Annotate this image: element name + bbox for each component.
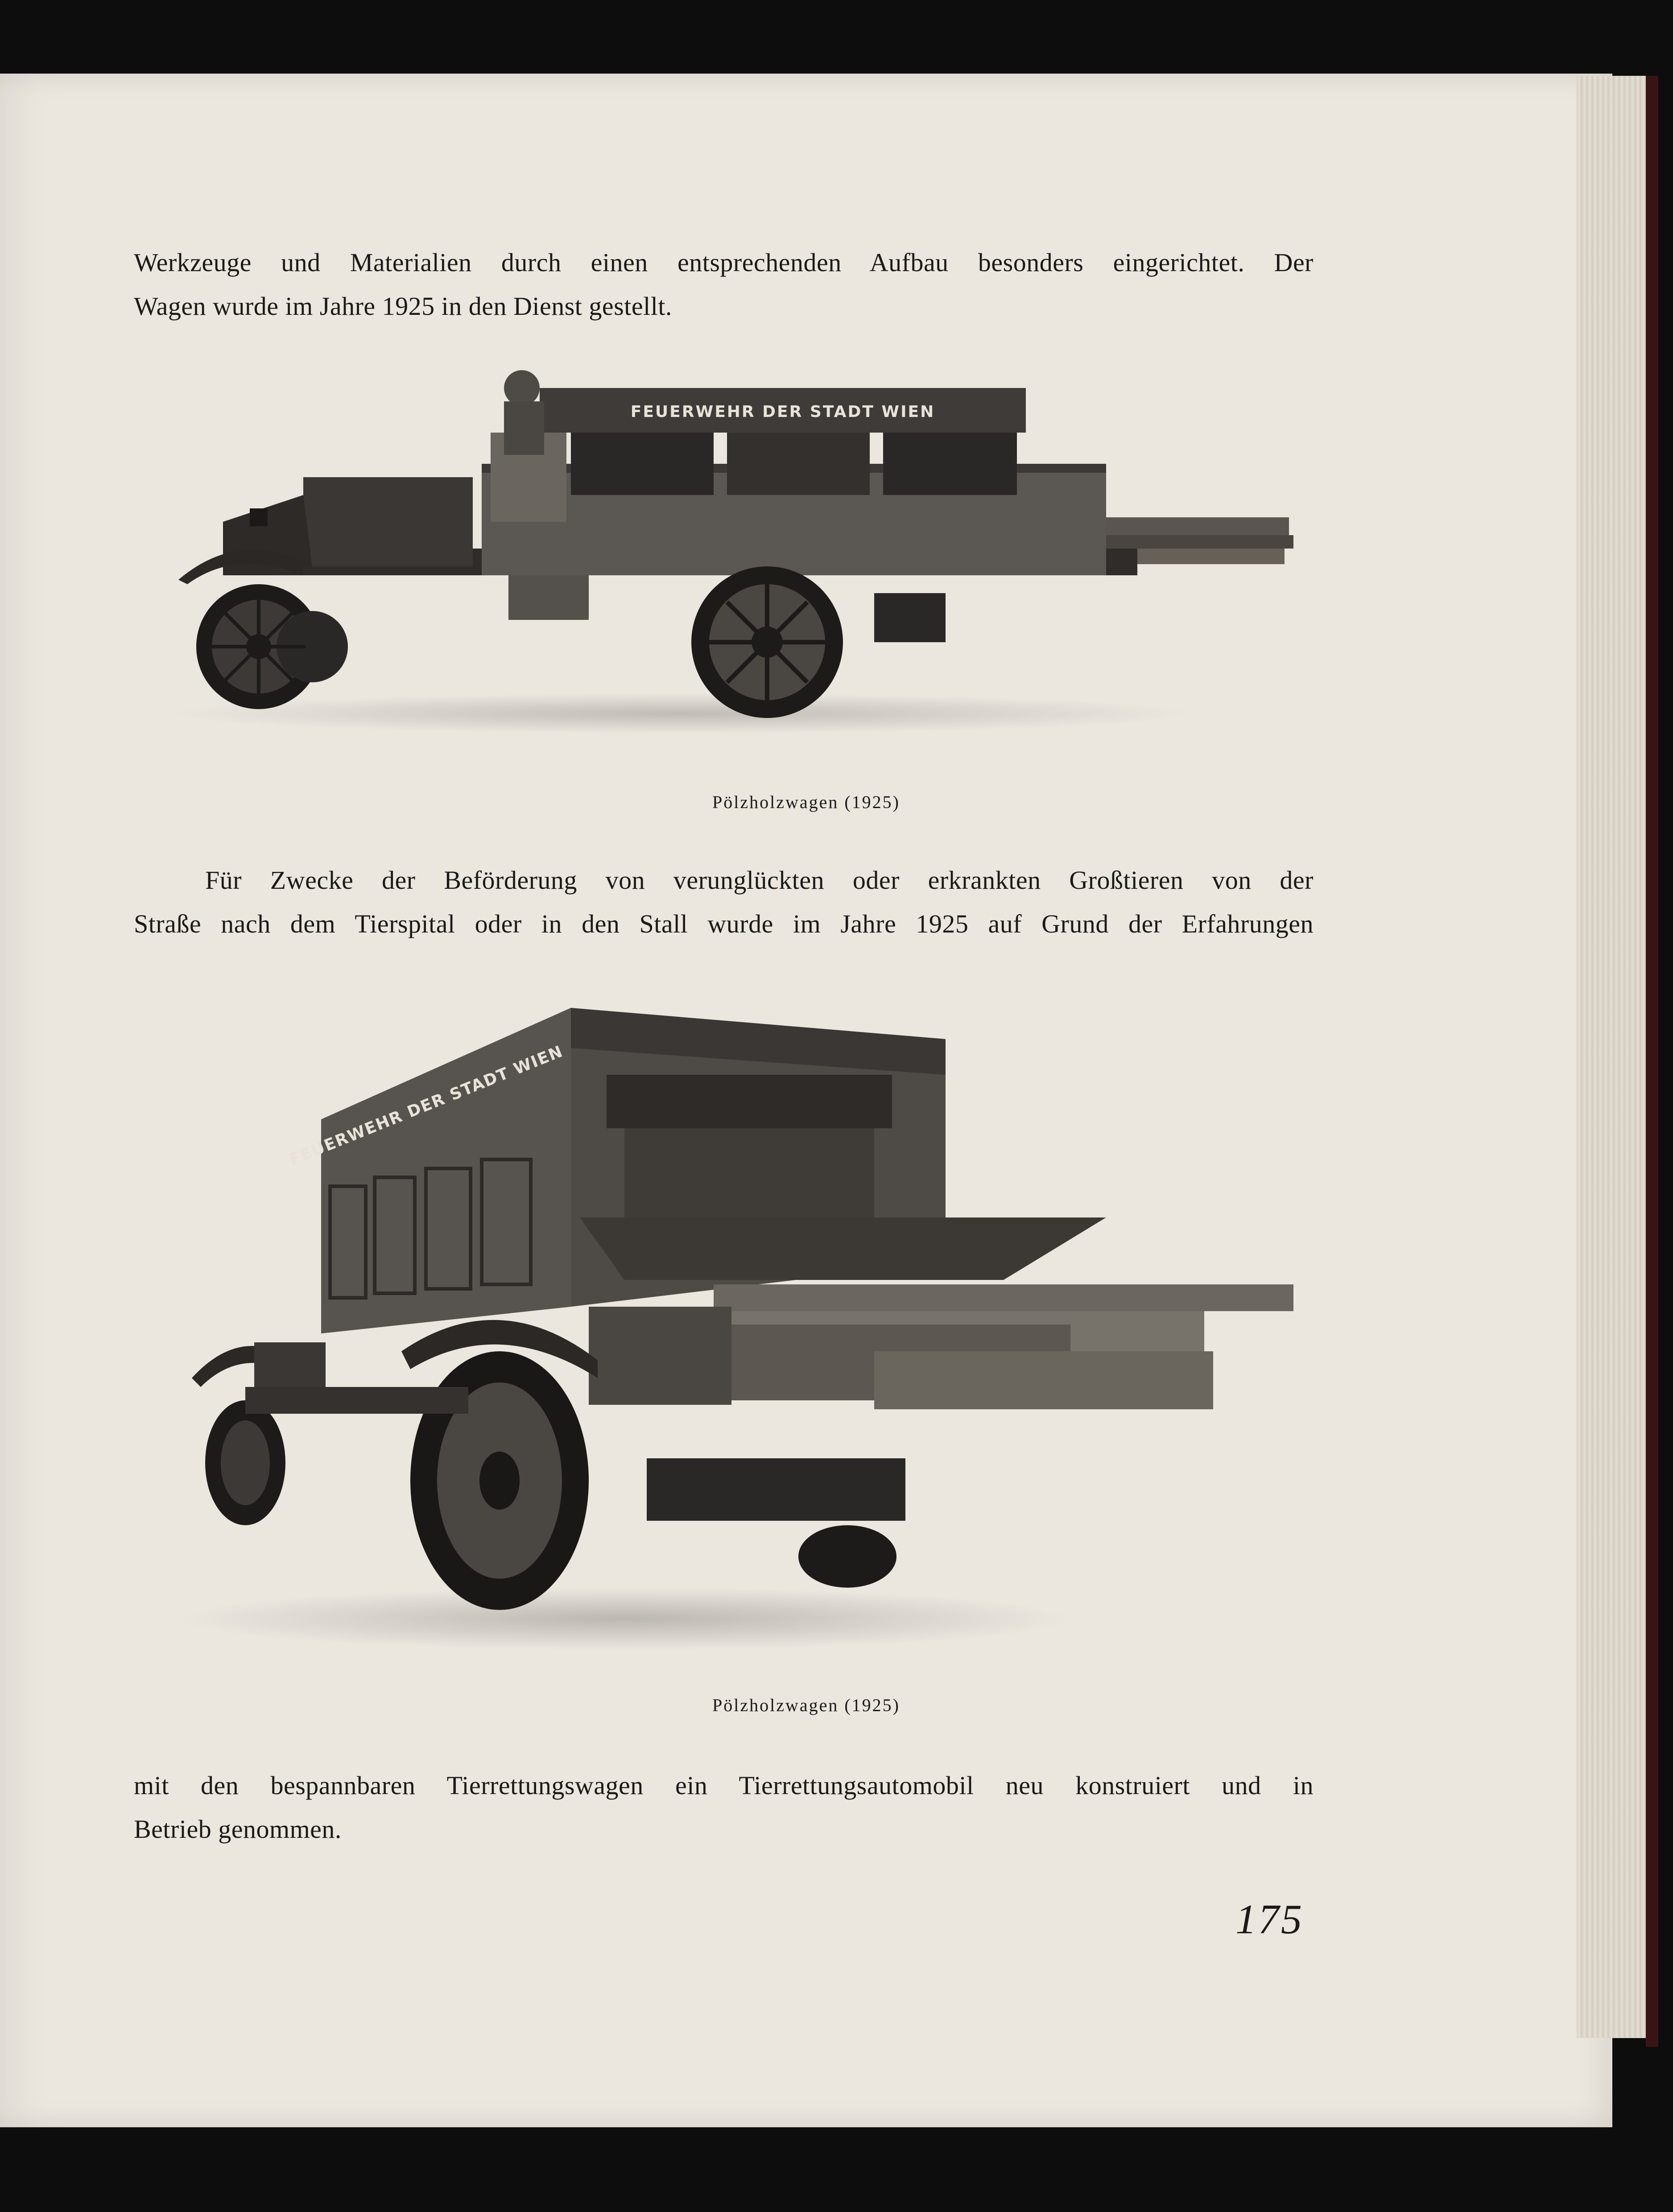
paragraph-2 [134, 858, 1314, 946]
figure-1-sign-text: FEUERWEHR DER STADT WIEN [630, 403, 935, 421]
paragraph-3-line-1: mit den bespannbaren Tierrettungswagen ein Tierrettungsautomobil neu konstruiert und in [134, 1771, 1314, 1800]
paragraph-1-line-1: Werkzeuge und Materialien durch einen entsprechenden Aufbau besonders eingerichtet. Der [134, 248, 1314, 277]
book-cover-edge [1646, 76, 1658, 2047]
page-edges [1577, 76, 1651, 2038]
paragraph-3-line-2: Betrieb genommen. [134, 1815, 342, 1844]
paragraph-3 [134, 1764, 1314, 1851]
figure-1-photo [169, 361, 1316, 740]
paragraph-2-line-1: Für Zwecke der Beförderung von verunglückten oder erkrankten Großtieren von der [205, 866, 1314, 895]
figure-1-caption: Pölzholzwagen (1925) [712, 792, 900, 812]
figure-2-caption: Pölzholzwagen (1925) [712, 1695, 900, 1715]
paragraph-1-line-2: Wagen wurde im Jahre 1925 in den Dienst gestellt. [134, 292, 672, 321]
paragraph-1 [134, 241, 1314, 328]
paragraph-2-line-2: Straße nach dem Tierspital oder in den Stall wurde im Jahre 1925 auf Grund der Erfahrungen [134, 909, 1314, 938]
figure-2-sign-text: FEUERWEHR DER STADT WIEN [286, 1042, 566, 1169]
page-number: 175 [1235, 1896, 1304, 1943]
figure-2-photo [178, 995, 1302, 1655]
